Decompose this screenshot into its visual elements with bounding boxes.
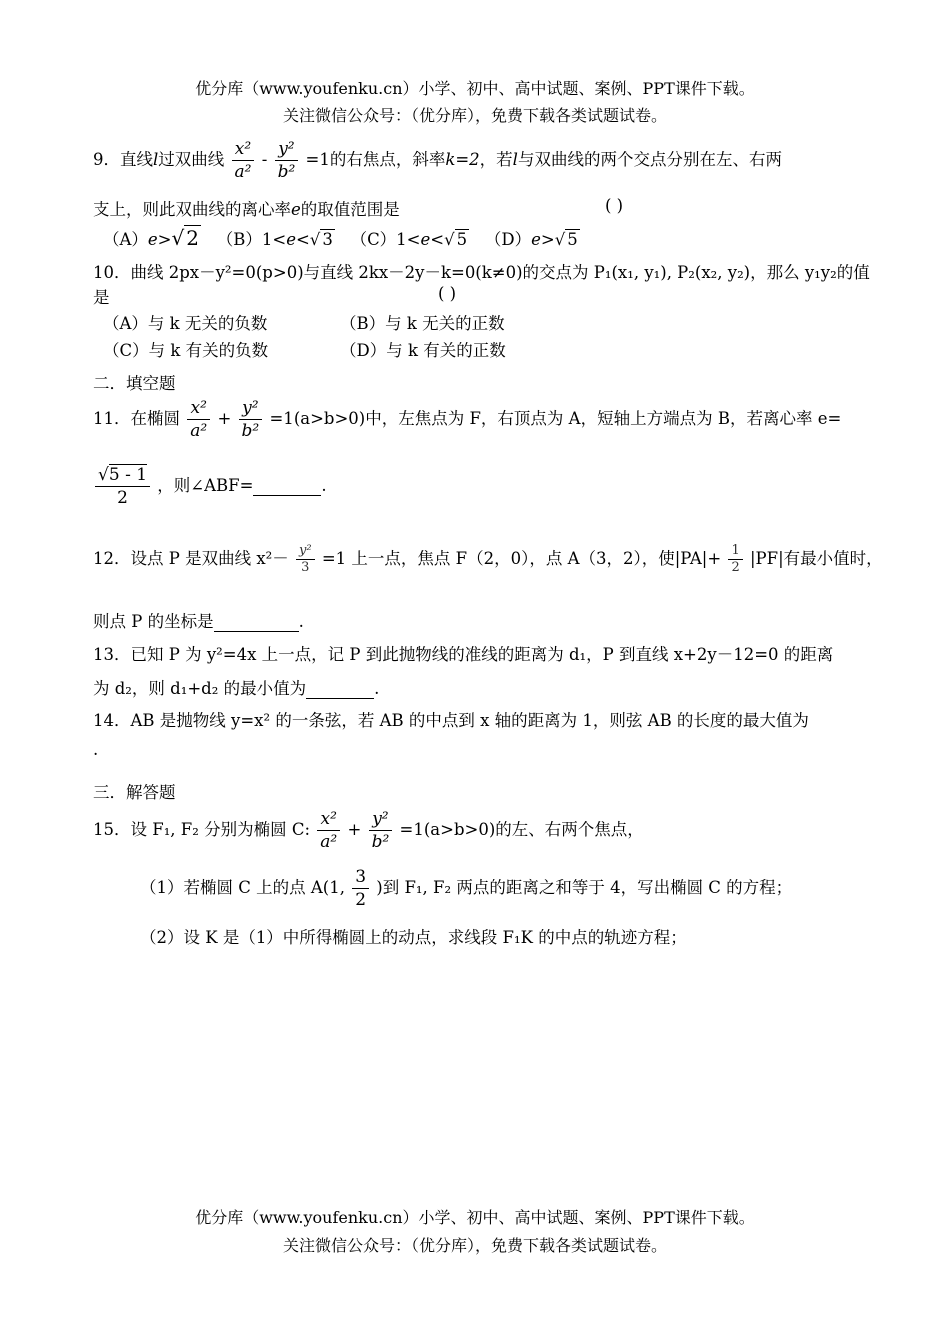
sqrt-5b <box>555 230 580 249</box>
q9-line-1 <box>93 138 782 183</box>
q9-opt-a-val: e> <box>147 230 172 249</box>
y2: y² <box>242 398 259 418</box>
q15-p1-lead: （1）若椭圆 C 上的点 A(1, <box>140 878 345 897</box>
q15-frac-x <box>317 808 340 853</box>
q12-line2: 则点 P 的坐标是 <box>93 612 214 631</box>
q11-line2: ，则∠ABF= <box>157 476 254 495</box>
b2: b² <box>277 162 296 182</box>
q10-answer-paren: ( ) <box>438 284 457 303</box>
q9-frac-x <box>232 138 255 183</box>
q10-line-1: 10．曲线 2px－y²=0(p>0)与直线 2kx－2y－k=0(k≠0)的交点为 P₁(x₁, y₁), P₂(x₂, y₂)，那么 y₁y₂的值 <box>93 263 870 282</box>
q9-opt-b-e: e <box>286 230 296 249</box>
q11-lead: 11．在椭圆 <box>93 409 180 428</box>
sqrt-3-val: 3 <box>322 230 333 249</box>
q9-e: e <box>291 200 301 219</box>
sqrt-5 <box>444 230 469 249</box>
q15-part-2: （2）设 K 是（1）中所得椭圆上的动点，求线段 F₁K 的中点的轨迹方程； <box>140 928 687 947</box>
q11-line-2 <box>93 464 327 509</box>
q10-opt-d: （D）与 k 有关的正数 <box>340 341 506 360</box>
q9-answer-paren: ( ) <box>605 196 624 215</box>
q9-opt-a: （A） <box>103 230 148 249</box>
a2: a² <box>320 832 338 852</box>
a2: a² <box>190 421 208 441</box>
eq1: =1 <box>399 820 424 839</box>
x2: x² <box>190 398 207 418</box>
q9-opt-d-val: e> <box>531 230 555 249</box>
q9-through: 过双曲线 <box>158 150 225 169</box>
sqrt-5b-val: 5 <box>567 230 578 249</box>
header-line-2: 关注微信公众号：（优分库），免费下载各类试题试卷。 <box>282 106 667 125</box>
q11-line-1 <box>93 397 841 442</box>
q14-line-1: 14．AB 是抛物线 y=x² 的一条弦，若 AB 的中点到 x 轴的距离为 1，则弦 AB 的长度的最大值为 <box>93 711 809 730</box>
footer-line-2: 关注微信公众号：（优分库），免费下载各类试题试卷。 <box>282 1236 667 1255</box>
a2: a² <box>234 162 252 182</box>
y2: y² <box>278 139 295 159</box>
q9-tail2: ，若 <box>479 150 513 169</box>
three: 3 <box>301 560 310 575</box>
q12-end: . <box>298 612 304 631</box>
x2: x² <box>320 809 337 829</box>
q9-line2b: 的取值范围是 <box>300 200 400 219</box>
one: 1 <box>728 543 742 560</box>
q15-frac-3-2 <box>352 866 369 911</box>
eq1: =1 <box>269 409 294 428</box>
q11-blank[interactable] <box>253 476 321 496</box>
q10-opt-a: （A）与 k 无关的负数 <box>103 314 268 333</box>
radical-icon: √ <box>309 230 321 249</box>
q14-line-2: . <box>93 740 99 759</box>
q12-line-2 <box>93 608 304 632</box>
q12-frac-half <box>728 543 742 576</box>
q9-opt-d: （D） <box>484 230 532 249</box>
two: 2 <box>731 560 740 575</box>
q9-frac-y <box>275 138 299 183</box>
radical-icon: √ <box>554 230 566 249</box>
sqrt-5-val: 5 <box>456 230 468 249</box>
q11-cond: (a>b>0)中，左焦点为 F，右顶点为 A，短轴上方端点为 B，若离心率 e= <box>293 409 842 428</box>
plus: + <box>347 820 362 839</box>
footer-line-1: 优分库（www.youfenku.cn）小学、初中、高中试题、案例、PPT课件下载。 <box>195 1208 755 1227</box>
q9-opt-b-lt: < <box>295 230 310 249</box>
radical-icon: √ <box>171 226 185 250</box>
q9-line2-text: 支上，则此双曲线的离心率 <box>93 200 291 219</box>
y2: y² <box>299 543 312 558</box>
three: 3 <box>352 866 369 889</box>
q10-line-2: 是 <box>93 288 110 307</box>
q9-l: l <box>153 150 159 169</box>
q9-opt-c: （C）1< <box>350 230 421 249</box>
q13-line2: 为 d₂，则 d₁+d₂ 的最小值为 <box>93 679 307 698</box>
section-answer-title: 三．解答题 <box>93 783 176 802</box>
q15-line-1 <box>93 808 644 853</box>
section-fill-in-title: 二．填空题 <box>93 374 176 393</box>
q12-mid: =1 上一点，焦点 F（2，0），点 A（3，2），使|PA|+ <box>321 549 722 568</box>
y2: y² <box>372 809 389 829</box>
q10-opt-c: （C）与 k 有关的负数 <box>103 341 269 360</box>
q10-opt-b: （B）与 k 无关的正数 <box>340 314 505 333</box>
q9-line-2 <box>93 196 400 220</box>
x2: x² <box>234 139 252 159</box>
minus: - <box>261 150 268 169</box>
q13-blank[interactable] <box>306 679 374 699</box>
header-line-1: 优分库（www.youfenku.cn）小学、初中、高中试题、案例、PPT课件下载。 <box>195 79 755 98</box>
q9-opt-c-e: e <box>420 230 431 249</box>
two: 2 <box>355 890 367 910</box>
q9-tail3: 与双曲线的两个交点分别在左、右两 <box>517 150 782 169</box>
q15-frac-y <box>369 808 393 853</box>
sqrt-2-val: 2 <box>186 226 199 250</box>
q9-tail: 的右焦点，斜率 <box>329 150 446 169</box>
q15-p1-tail: )到 F₁, F₂ 两点的距离之和等于 4，写出椭圆 C 的方程； <box>376 878 793 897</box>
b2: b² <box>241 421 260 441</box>
sqrt5m1: 5 - 1 <box>108 465 148 485</box>
q12-line-1 <box>93 543 883 576</box>
q15-cond: (a>b>0)的左、右两个焦点， <box>423 820 644 839</box>
eq1: =1 <box>305 150 330 169</box>
q12-lead: 12．设点 P 是双曲线 x²－ <box>93 549 289 568</box>
q12-frac-y <box>296 543 315 576</box>
q11-frac-x <box>187 397 210 442</box>
q12-blank[interactable] <box>214 612 299 632</box>
q9-lead: 9．直线 <box>93 150 153 169</box>
q12-tail: |PF|有最小值时， <box>749 549 883 568</box>
radical-icon: √ <box>444 230 455 249</box>
radical-icon: √ <box>98 465 109 485</box>
q15-lead: 15．设 F₁, F₂ 分别为椭圆 C: <box>93 820 311 839</box>
b2: b² <box>371 832 390 852</box>
q9-opt-c-lt: < <box>430 230 445 249</box>
q11-end: . <box>321 476 327 495</box>
plus: + <box>217 409 232 428</box>
sqrt-2 <box>172 226 201 250</box>
q9-options <box>103 226 580 250</box>
q15-part-1 <box>140 866 792 911</box>
q13-end: . <box>374 679 380 698</box>
q9-l2: l <box>512 150 518 169</box>
q9-opt-b: （B）1< <box>216 230 287 249</box>
q13-line-1: 13．已知 P 为 y²=4x 上一点，记 P 到此抛物线的准线的距离为 d₁，P 到直线 x+2y－12=0 的距离 <box>93 645 834 664</box>
q13-line-2 <box>93 675 379 699</box>
two: 2 <box>117 488 128 508</box>
q11-frac-e <box>95 464 150 509</box>
q11-frac-y <box>239 397 263 442</box>
sqrt-3 <box>310 230 335 249</box>
q9-k2: k=2 <box>445 150 480 169</box>
